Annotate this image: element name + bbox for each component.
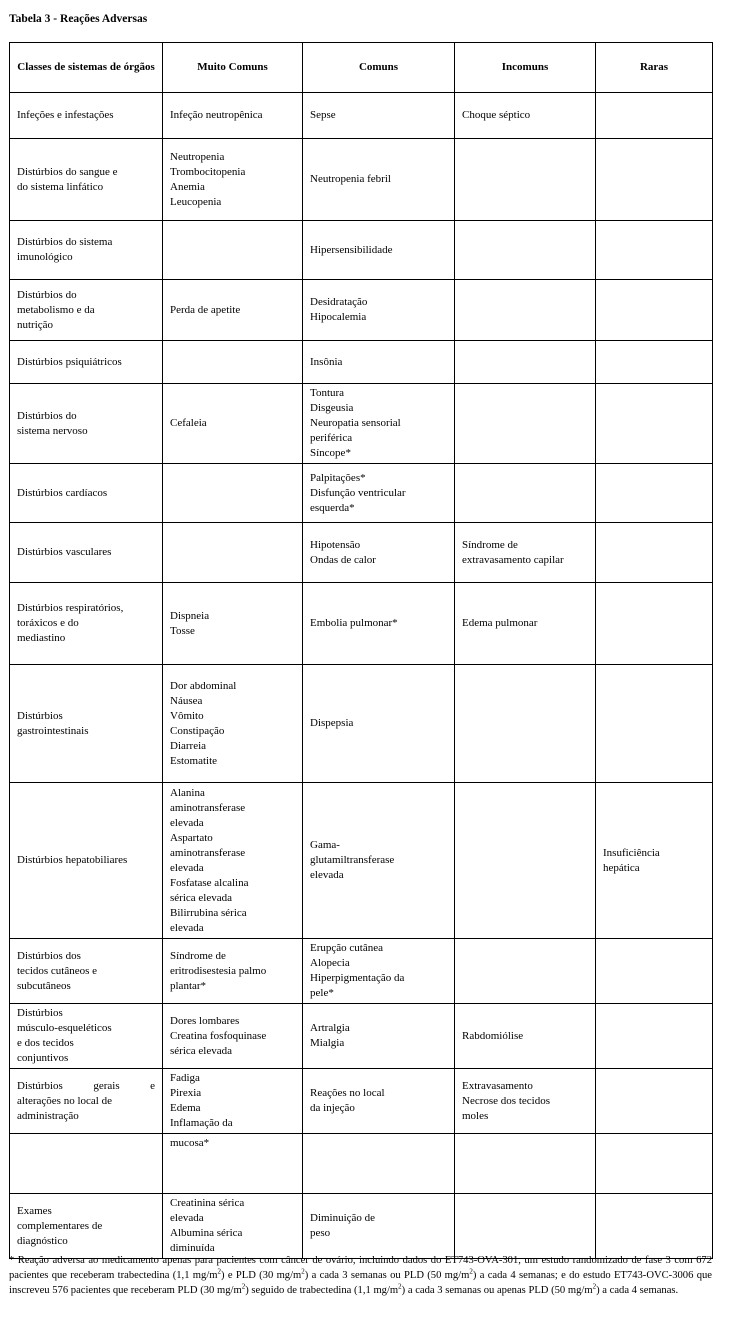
cell-very-common bbox=[163, 1004, 303, 1069]
cell-very-common bbox=[163, 665, 303, 783]
cell-line: Diarreia bbox=[170, 739, 207, 752]
cell-line: Dispepsia bbox=[310, 717, 354, 729]
cell-common bbox=[303, 384, 455, 464]
cell-line: Extravasamento bbox=[462, 1079, 533, 1092]
cell-line: Síndrome de bbox=[170, 949, 226, 962]
cell-common bbox=[303, 1069, 455, 1134]
cell-rare bbox=[596, 1069, 713, 1134]
cell-common bbox=[303, 523, 455, 583]
cell-very-common bbox=[163, 341, 303, 384]
cell-soc bbox=[10, 1194, 163, 1259]
footnote bbox=[9, 1253, 712, 1298]
cell-rare bbox=[596, 1194, 713, 1259]
cell-line: mediastino bbox=[17, 632, 66, 644]
cell-line: Distúrbios hepatobiliares bbox=[17, 854, 128, 866]
table-row bbox=[10, 1069, 713, 1134]
cell-line: Inflamação da bbox=[170, 1117, 233, 1129]
cell-line: glutamiltransferase bbox=[310, 854, 395, 866]
cell-line: Tontura bbox=[310, 387, 345, 399]
cell-common bbox=[303, 665, 455, 783]
cell-uncommon bbox=[455, 583, 596, 665]
cell-line: Alopecia bbox=[310, 957, 350, 969]
cell-line: subcutâneos bbox=[17, 979, 71, 992]
cell-line: Distúrbios dos bbox=[17, 949, 81, 962]
cell-very-common bbox=[163, 1194, 303, 1259]
cell-line: hepática bbox=[603, 861, 640, 874]
cell-line: elevada bbox=[310, 869, 344, 881]
cell-line: imunológico bbox=[17, 251, 73, 263]
cell-line: elevada bbox=[170, 816, 204, 829]
cell-line: Sepse bbox=[310, 109, 336, 121]
footnote-text: ) a cada 4 semanas; e do estudo ET743-OVC-3006 que inscreveu 576 pacientes que receberam PLD (30 mg/m bbox=[9, 1270, 712, 1296]
cell-line: moles bbox=[462, 1109, 489, 1122]
cell-very-common bbox=[163, 523, 303, 583]
cell-line: Distúrbios do bbox=[17, 409, 77, 422]
table-row bbox=[10, 665, 713, 783]
cell-line: Distúrbios bbox=[17, 709, 63, 722]
cell-line: Albumina sérica bbox=[170, 1227, 243, 1239]
cell-rare bbox=[596, 464, 713, 523]
cell-line: Náusea bbox=[170, 694, 203, 707]
cell-line: Exames bbox=[17, 1204, 52, 1217]
cell-line: Gama- bbox=[310, 839, 340, 851]
footnote-sup: 2 bbox=[398, 1282, 402, 1291]
cell-line: Reações no local bbox=[310, 1087, 385, 1099]
cell-line: Anemia bbox=[170, 180, 205, 193]
cell-line: músculo-esqueléticos bbox=[17, 1022, 112, 1034]
cell-line: administração bbox=[17, 1109, 79, 1122]
cell-uncommon bbox=[455, 464, 596, 523]
cell-soc bbox=[10, 464, 163, 523]
cell-very-common bbox=[163, 464, 303, 523]
cell-rare bbox=[596, 93, 713, 139]
cell-uncommon bbox=[455, 384, 596, 464]
cell-uncommon bbox=[455, 1004, 596, 1069]
cell-line: Distúrbios do bbox=[17, 288, 77, 301]
cell-common bbox=[303, 93, 455, 139]
cell-soc bbox=[10, 583, 163, 665]
table-row bbox=[10, 280, 713, 341]
cell-uncommon bbox=[455, 523, 596, 583]
cell-line: Edema pulmonar bbox=[462, 617, 538, 629]
cell-rare bbox=[596, 1004, 713, 1069]
table-row bbox=[10, 783, 713, 939]
cell-line: Neutropenia febril bbox=[310, 173, 391, 185]
cell-very-common bbox=[163, 939, 303, 1004]
footnote-text: ) a cada 3 semanas ou PLD (50 mg/m bbox=[304, 1270, 470, 1281]
table-title: Tabela 3 - Reações Adversas bbox=[9, 13, 148, 25]
cell-soc bbox=[10, 1134, 163, 1194]
cell-line: Perda de apetite bbox=[170, 303, 241, 316]
cell-line: Constipação bbox=[170, 724, 225, 737]
cell-soc bbox=[10, 341, 163, 384]
cell-rare bbox=[596, 665, 713, 783]
table-row bbox=[10, 1004, 713, 1069]
cell-common bbox=[303, 939, 455, 1004]
cell-line: elevada bbox=[170, 1212, 204, 1224]
cell-line: do sistema linfático bbox=[17, 180, 104, 193]
cell-line: Síncope* bbox=[310, 447, 351, 459]
cell-line: Cefaleia bbox=[170, 417, 207, 429]
table-row bbox=[10, 464, 713, 523]
cell-line: elevada bbox=[170, 861, 204, 874]
cell-line: sérica elevada bbox=[170, 1044, 232, 1057]
cell-line: Trombocitopenia bbox=[170, 165, 246, 178]
cell-line: toráxicos e do bbox=[17, 617, 79, 629]
cell-common bbox=[303, 1194, 455, 1259]
cell-soc bbox=[10, 139, 163, 221]
cell-line: Diminuição de bbox=[310, 1212, 376, 1224]
cell-line: Insônia bbox=[310, 355, 343, 368]
cell-soc bbox=[10, 1004, 163, 1069]
cell-rare bbox=[596, 341, 713, 384]
cell-soc bbox=[10, 939, 163, 1004]
cell-common bbox=[303, 221, 455, 280]
cell-very-common bbox=[163, 583, 303, 665]
header-rare: Raras bbox=[596, 43, 713, 93]
cell-uncommon bbox=[455, 221, 596, 280]
header-uncommon: Incomuns bbox=[455, 43, 596, 93]
table-row bbox=[10, 384, 713, 464]
cell-line: Hipersensibilidade bbox=[310, 243, 393, 256]
table-row bbox=[10, 939, 713, 1004]
cell-line: Mialgia bbox=[310, 1037, 345, 1049]
table-row bbox=[10, 139, 713, 221]
footnote-sup: 2 bbox=[301, 1267, 305, 1276]
cell-line: Disgeusia bbox=[310, 402, 354, 414]
cell-line: aminotransferase bbox=[170, 801, 246, 814]
cell-line: conjuntivos bbox=[17, 1052, 69, 1064]
cell-soc bbox=[10, 384, 163, 464]
footnote-sup: 2 bbox=[217, 1267, 222, 1276]
table-row bbox=[10, 221, 713, 280]
cell-soc bbox=[10, 93, 163, 139]
cell-line: complementares de bbox=[17, 1219, 103, 1232]
cell-line: Distúrbios do sistema bbox=[17, 236, 113, 248]
cell-soc bbox=[10, 280, 163, 341]
cell-common bbox=[303, 464, 455, 523]
cell-line: Hipotensão bbox=[310, 538, 361, 551]
cell-line: Distúrbios gerais e bbox=[17, 1079, 155, 1092]
cell-very-common bbox=[163, 783, 303, 939]
cell-line: eritrodisestesia palmo bbox=[170, 964, 267, 977]
table-row bbox=[10, 523, 713, 583]
cell-line: Palpitações* bbox=[310, 471, 366, 484]
cell-line: Hipocalemia bbox=[310, 311, 367, 323]
cell-line: Necrose dos tecidos bbox=[462, 1094, 550, 1107]
cell-uncommon bbox=[455, 1069, 596, 1134]
cell-line: esquerda* bbox=[310, 501, 355, 514]
cell-uncommon bbox=[455, 1194, 596, 1259]
cell-line: sérica elevada bbox=[170, 891, 232, 904]
cell-rare bbox=[596, 280, 713, 341]
cell-line: pele* bbox=[310, 987, 334, 999]
cell-rare bbox=[596, 384, 713, 464]
cell-very-common bbox=[163, 139, 303, 221]
footnote-text: ) seguido de trabectedina (1,1 mg/m bbox=[245, 1285, 399, 1296]
footnote-text: ) e PLD (30 mg/m bbox=[221, 1270, 302, 1281]
table-row bbox=[10, 1194, 713, 1259]
cell-line: tecidos cutâneos e bbox=[17, 964, 98, 977]
cell-line: Neuropatia sensorial bbox=[310, 417, 401, 429]
footnote-text: ) a cada 3 semanas ou apenas PLD (50 mg/m bbox=[401, 1285, 593, 1296]
cell-line: gastrointestinais bbox=[17, 724, 89, 737]
cell-rare bbox=[596, 583, 713, 665]
cell-line: e dos tecidos bbox=[17, 1037, 74, 1049]
cell-rare bbox=[596, 221, 713, 280]
cell-common bbox=[303, 583, 455, 665]
cell-common bbox=[303, 783, 455, 939]
cell-rare bbox=[596, 139, 713, 221]
table-row bbox=[10, 583, 713, 665]
cell-line: Distúrbios vasculares bbox=[17, 546, 112, 558]
cell-very-common bbox=[163, 93, 303, 139]
cell-line: sistema nervoso bbox=[17, 424, 88, 437]
cell-line: Insuficiência bbox=[603, 846, 660, 859]
cell-common bbox=[303, 280, 455, 341]
cell-soc bbox=[10, 523, 163, 583]
cell-line: elevada bbox=[170, 921, 204, 934]
cell-uncommon bbox=[455, 939, 596, 1004]
cell-rare bbox=[596, 523, 713, 583]
cell-very-common bbox=[163, 280, 303, 341]
cell-line: Tosse bbox=[170, 624, 195, 637]
cell-line: Neutropenia bbox=[170, 150, 225, 163]
cell-line: Bilirrubina sérica bbox=[170, 906, 247, 919]
cell-line: Fosfatase alcalina bbox=[170, 876, 249, 889]
cell-very-common bbox=[163, 1134, 303, 1194]
cell-line: Alanina bbox=[170, 786, 205, 799]
footnote-text: ) a cada 4 semanas. bbox=[596, 1285, 679, 1296]
cell-line: Artralgia bbox=[310, 1022, 350, 1034]
cell-line: Distúrbios respiratórios, bbox=[17, 602, 124, 614]
cell-line: alterações no local de bbox=[17, 1094, 112, 1107]
cell-line: metabolismo e da bbox=[17, 303, 95, 316]
cell-uncommon bbox=[455, 783, 596, 939]
cell-line: diagnóstico bbox=[17, 1234, 68, 1247]
cell-common bbox=[303, 341, 455, 384]
table-row bbox=[10, 1134, 713, 1194]
cell-line: Dispneia bbox=[170, 609, 210, 622]
cell-line: Síndrome de bbox=[462, 538, 518, 551]
cell-line: Aspartato bbox=[170, 831, 213, 844]
cell-soc bbox=[10, 1069, 163, 1134]
cell-line: Infeções e infestações bbox=[17, 109, 114, 121]
cell-uncommon bbox=[455, 665, 596, 783]
cell-common bbox=[303, 1004, 455, 1069]
cell-line: Edema bbox=[170, 1102, 201, 1114]
footnote-sup: 2 bbox=[592, 1282, 597, 1291]
cell-line: Distúrbios do sangue e bbox=[17, 165, 118, 178]
cell-soc bbox=[10, 783, 163, 939]
cell-line: Infeção neutropênica bbox=[170, 109, 263, 121]
cell-rare bbox=[596, 1134, 713, 1194]
header-row bbox=[10, 43, 713, 93]
cell-line: diminuída bbox=[170, 1242, 215, 1254]
cell-common bbox=[303, 1134, 455, 1194]
table-row bbox=[10, 93, 713, 139]
cell-line: Hiperpigmentação da bbox=[310, 972, 405, 984]
cell-line: Distúrbios cardíacos bbox=[17, 486, 108, 499]
adverse-reactions-table bbox=[9, 42, 713, 1259]
cell-line: Pirexia bbox=[170, 1087, 202, 1099]
cell-line: Dores lombares bbox=[170, 1014, 240, 1027]
cell-line: Disfunção ventricular bbox=[310, 486, 406, 499]
footnote-sup: 2 bbox=[241, 1282, 246, 1291]
cell-line: Ondas de calor bbox=[310, 553, 376, 566]
cell-uncommon bbox=[455, 341, 596, 384]
footnote-sup: 2 bbox=[469, 1267, 473, 1276]
cell-line: plantar* bbox=[170, 979, 207, 992]
cell-line: Estomatite bbox=[170, 754, 218, 767]
cell-line: Erupção cutânea bbox=[310, 942, 383, 954]
cell-soc bbox=[10, 665, 163, 783]
cell-line: Leucopenia bbox=[170, 195, 222, 208]
cell-line: Distúrbios psiquiátricos bbox=[17, 355, 122, 368]
header-soc: Classes de sistemas de órgãos bbox=[10, 43, 163, 93]
cell-line: Vômito bbox=[170, 709, 204, 722]
cell-very-common bbox=[163, 384, 303, 464]
cell-line: mucosa* bbox=[170, 1137, 210, 1149]
cell-line: Distúrbios bbox=[17, 1007, 63, 1019]
header-very-common: Muito Comuns bbox=[163, 43, 303, 93]
cell-line: Embolia pulmonar* bbox=[310, 617, 398, 629]
cell-rare bbox=[596, 783, 713, 939]
cell-uncommon bbox=[455, 1134, 596, 1194]
cell-line: peso bbox=[310, 1227, 331, 1239]
cell-line: Fadiga bbox=[170, 1072, 200, 1084]
cell-line: Choque séptico bbox=[462, 109, 531, 121]
table-row bbox=[10, 341, 713, 384]
footnote-text: * Reação adversa ao medicamento apenas para pacientes com câncer de ovário, incluindo dados do ET743-OVA-301, um estudo randomizado de fase 3 com 672 pacientes que receberam trabectedina (1,1 mg/m bbox=[9, 1255, 712, 1281]
cell-line: Dor abdominal bbox=[170, 679, 237, 692]
cell-line: nutrição bbox=[17, 318, 54, 331]
cell-soc bbox=[10, 221, 163, 280]
cell-line: Desidratação bbox=[310, 296, 368, 308]
cell-line: extravasamento capilar bbox=[462, 553, 564, 566]
cell-very-common bbox=[163, 1069, 303, 1134]
header-common: Comuns bbox=[303, 43, 455, 93]
cell-line: Creatina fosfoquinase bbox=[170, 1029, 267, 1042]
cell-line: aminotransferase bbox=[170, 846, 246, 859]
cell-line: periférica bbox=[310, 432, 353, 444]
cell-uncommon bbox=[455, 139, 596, 221]
cell-line: Creatinina sérica bbox=[170, 1197, 245, 1209]
cell-rare bbox=[596, 939, 713, 1004]
cell-line: Rabdomiólise bbox=[462, 1029, 524, 1042]
cell-uncommon bbox=[455, 93, 596, 139]
cell-common bbox=[303, 139, 455, 221]
cell-uncommon bbox=[455, 280, 596, 341]
cell-line: da injeção bbox=[310, 1102, 355, 1114]
cell-very-common bbox=[163, 221, 303, 280]
